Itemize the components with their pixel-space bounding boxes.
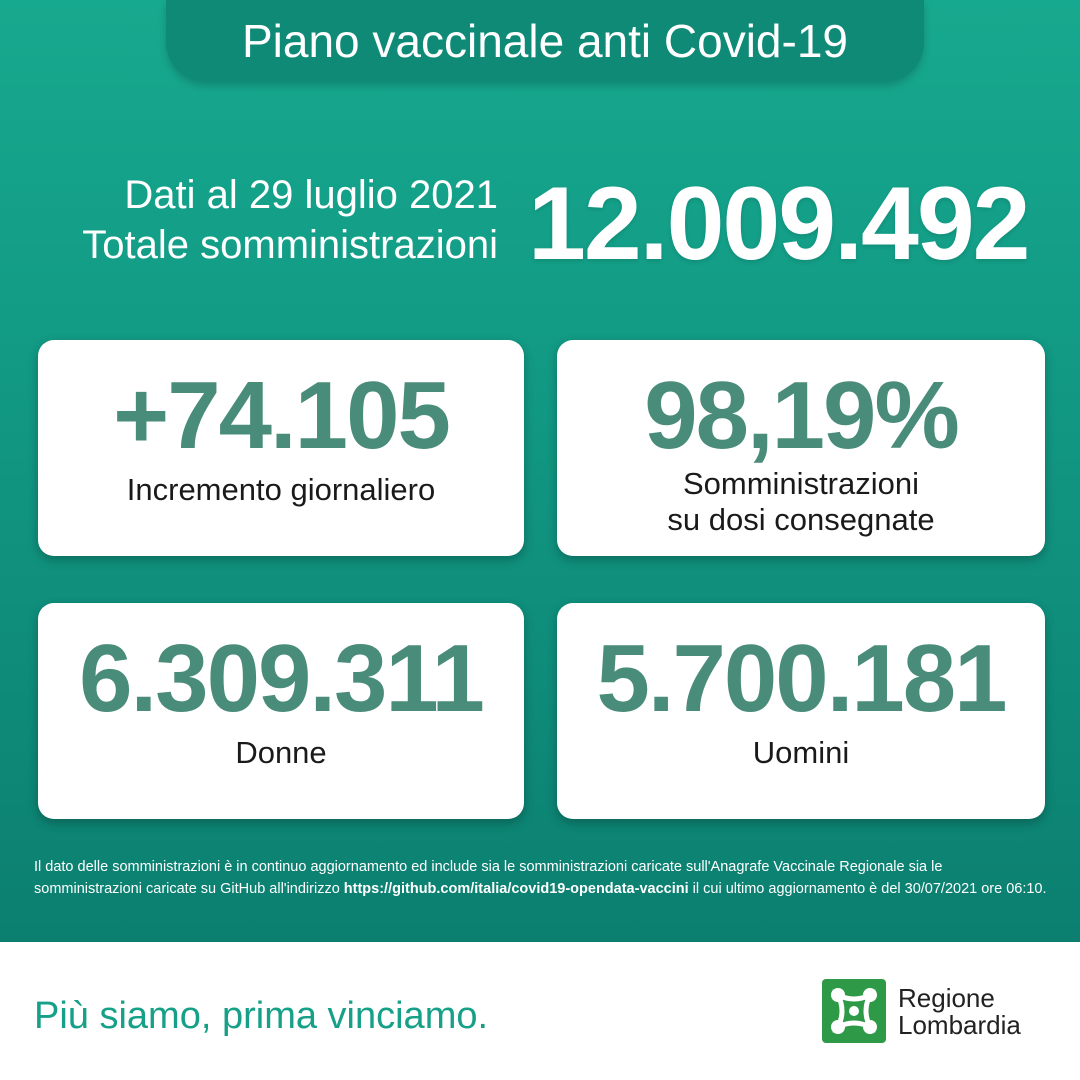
regione-lombardia-logo [822, 979, 1052, 1043]
logo-line1: Regione [898, 983, 995, 1013]
women-label: Donne [235, 735, 327, 770]
women-value: 6.309.311 [79, 625, 483, 732]
men-value: 5.700.181 [596, 625, 1006, 732]
administered-ratio-value: 98,19% [644, 362, 958, 469]
administered-ratio-card [557, 340, 1045, 556]
footnote-text-before: Il dato delle somministrazioni è in continuo aggiornamento ed include sia le somministrazioni caricate sull'Anagrafe Vaccinale Regionale sia le somministrazioni caricate su GitHub all'indirizzo [34, 859, 943, 897]
daily-increase-card [38, 340, 524, 556]
daily-increase-value: +74.105 [113, 362, 449, 469]
logo-text [898, 985, 1021, 1039]
footnote [34, 856, 1054, 900]
administered-ratio-label-line2: su dosi consegnate [667, 502, 935, 537]
logo-line2: Lombardia [898, 1010, 1021, 1040]
total-administrations-value: 12.009.492 [528, 166, 1029, 282]
footnote-text-after: il cui ultimo aggiornamento è del 30/07/2021 ore 06:10. [688, 881, 1047, 897]
men-card [557, 603, 1045, 819]
men-label: Uomini [752, 735, 850, 770]
women-card [38, 603, 524, 819]
date-label: Dati al 29 luglio 2021 [124, 173, 498, 217]
total-label: Totale somministrazioni [82, 223, 498, 267]
administered-ratio-label [557, 466, 1045, 538]
footnote-url[interactable]: https://github.com/italia/covid19-opendata-vaccini [343, 881, 689, 897]
regione-lombardia-rosa-camuna-icon [822, 979, 886, 1043]
slogan: Più siamo, prima vinciamo. [34, 995, 489, 1037]
page-title: Piano vaccinale anti Covid-19 [166, 0, 924, 82]
summary-labels [40, 170, 498, 270]
daily-increase-label: Incremento giornaliero [126, 472, 436, 507]
administered-ratio-label-line1: Somministrazioni [682, 466, 919, 501]
